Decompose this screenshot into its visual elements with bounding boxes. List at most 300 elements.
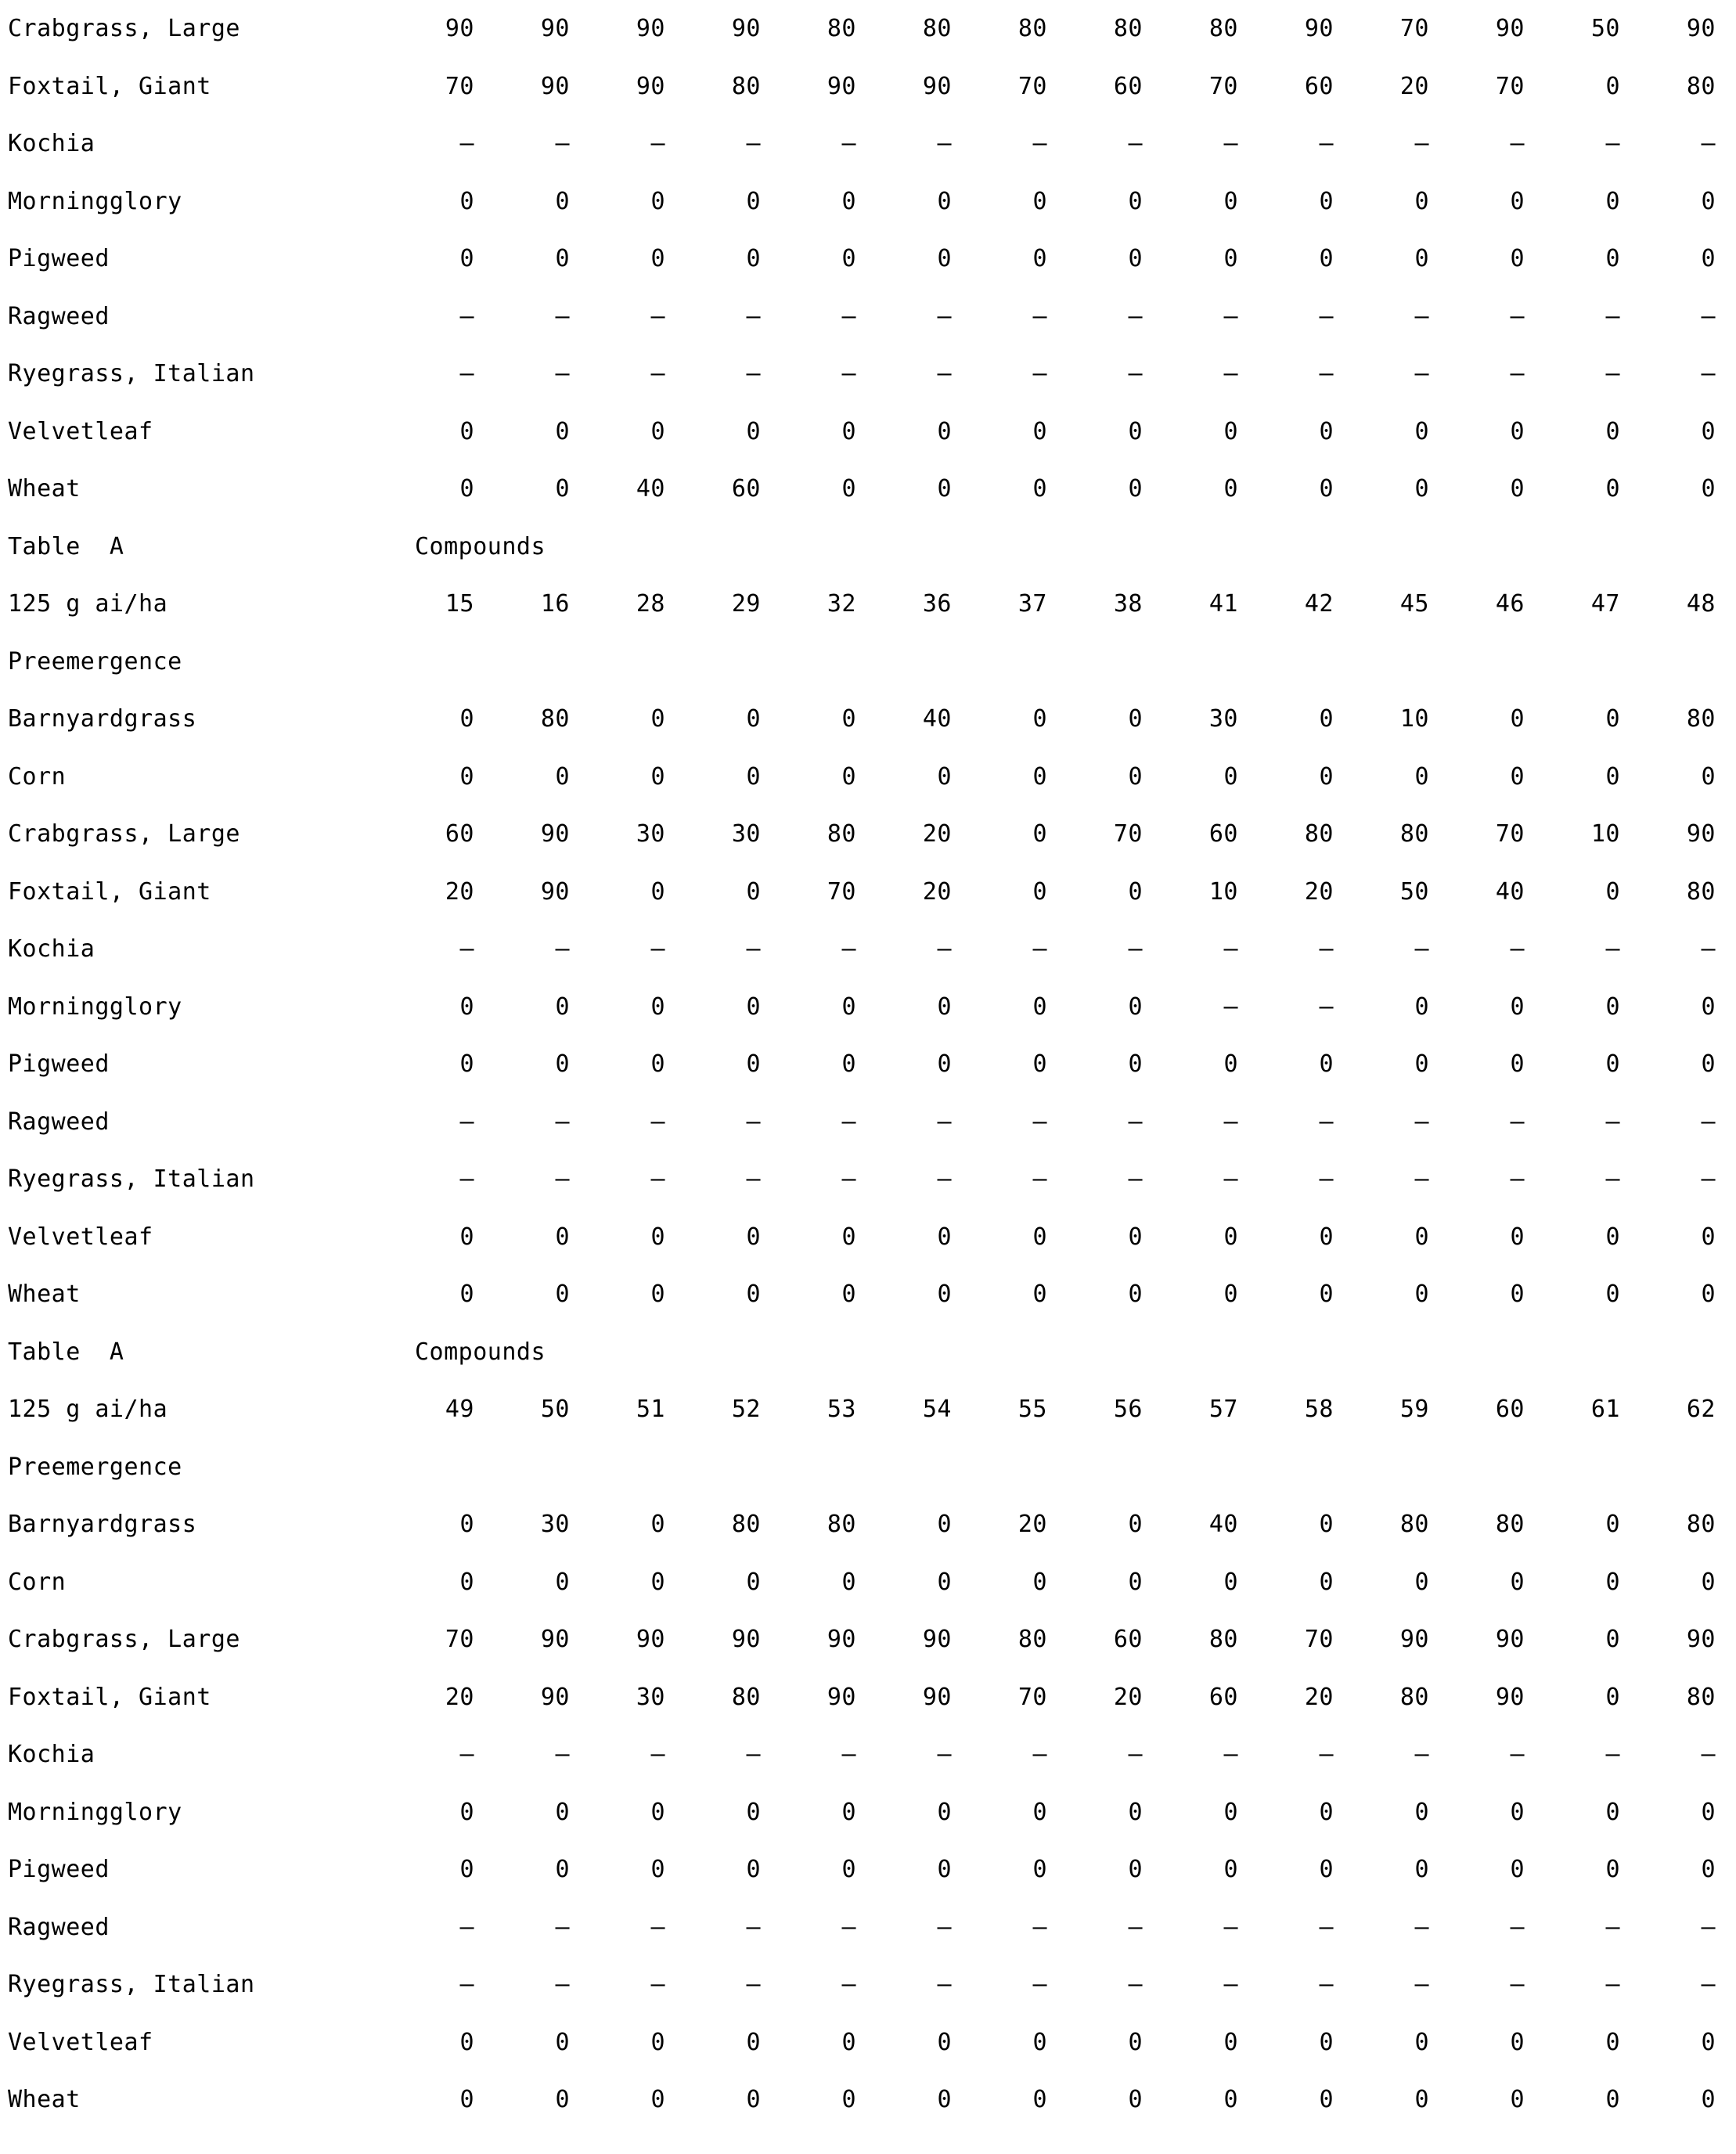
timing-spacer [1545, 1439, 1641, 1497]
cell-value: – [1414, 360, 1429, 387]
cell-value: 0 [1319, 705, 1334, 733]
cell-value: – [746, 1108, 761, 1136]
cell-value: 90 [540, 820, 570, 848]
timing-spacer [1259, 1439, 1354, 1497]
cell-value: 90 [445, 15, 474, 42]
cell-value: 0 [746, 1281, 761, 1308]
table-row [0, 1496, 1736, 1554]
cell-value: – [1319, 992, 1334, 1021]
compound-number-48: 48 [1686, 590, 1716, 618]
cell-value: 0 [1223, 245, 1238, 272]
compound-number-49: 49 [445, 1396, 474, 1423]
cell-value: 0 [746, 762, 761, 791]
compounds-heading-label: Compounds [415, 532, 546, 560]
cell-value: – [1319, 1108, 1334, 1136]
cell-value: 0 [1128, 245, 1143, 272]
cell-value: – [746, 130, 761, 157]
cell-value: 0 [1701, 1798, 1716, 1826]
compound-number-51: 51 [636, 1396, 665, 1423]
table-row [0, 2014, 1736, 2072]
cell-value: – [650, 1913, 665, 1941]
species-label: Ragweed [8, 1108, 110, 1136]
cell-value: 0 [1223, 2086, 1238, 2113]
cell-value: 90 [1304, 15, 1334, 42]
cell-value: 80 [731, 72, 761, 100]
cell-value: 0 [1605, 72, 1620, 100]
cell-value: 0 [746, 187, 761, 215]
cell-value: 0 [1223, 1568, 1238, 1596]
cell-value: 0 [937, 2028, 952, 2056]
timing-spacer [1259, 633, 1354, 691]
cell-value: 0 [1510, 1798, 1525, 1826]
species-label: Ragweed [8, 1913, 110, 1941]
compound-number-50: 50 [540, 1396, 570, 1423]
cell-value: 70 [445, 72, 474, 100]
cell-value: – [1414, 1971, 1429, 1998]
cell-value: – [1319, 1971, 1334, 1998]
cell-value: 0 [650, 1798, 665, 1826]
cell-value: – [459, 302, 474, 330]
cell-value: 0 [555, 417, 570, 445]
cell-value: 0 [1223, 1856, 1238, 1883]
cell-value: – [1510, 1971, 1525, 1998]
table-row [0, 1151, 1736, 1208]
cell-value: 0 [555, 1568, 570, 1596]
rate-label: 125 g ai/ha [8, 1396, 168, 1423]
species-label: Barnyardgrass [8, 705, 197, 733]
cell-value: – [1414, 935, 1429, 963]
compound-number-61: 61 [1590, 1396, 1620, 1423]
species-label: Velvetleaf [8, 417, 153, 445]
cell-value: 0 [1414, 245, 1429, 272]
timing-spacer [1068, 1439, 1163, 1497]
species-label: Foxtail, Giant [8, 72, 211, 100]
compound-number-42: 42 [1304, 590, 1334, 618]
cell-value: – [1414, 302, 1429, 330]
cell-value: 0 [1223, 1223, 1238, 1251]
cell-value: – [1128, 1165, 1143, 1193]
timing-spacer [495, 633, 590, 691]
cell-value: – [1510, 1165, 1525, 1193]
cell-value: 0 [937, 245, 952, 272]
cell-value: – [1414, 1741, 1429, 1768]
cell-value: 0 [1605, 877, 1620, 906]
cell-value: 0 [1128, 1223, 1143, 1251]
cell-value: 80 [1686, 1511, 1716, 1538]
cell-value: 20 [922, 877, 952, 906]
cell-value: 0 [1128, 2028, 1143, 2056]
cell-value: 80 [1399, 1683, 1429, 1711]
table-row [0, 1956, 1736, 2014]
cell-value: – [746, 1741, 761, 1768]
cell-value: – [1223, 935, 1238, 963]
cell-value: – [937, 130, 952, 157]
cell-value: – [1319, 1913, 1334, 1941]
cell-value: 90 [1399, 1626, 1429, 1653]
cell-value: 0 [1701, 475, 1716, 502]
cell-value: 0 [1128, 762, 1143, 791]
cell-value: 70 [1304, 1626, 1334, 1653]
cell-value: 0 [555, 245, 570, 272]
cell-value: 0 [1414, 1281, 1429, 1308]
cell-value: 0 [1701, 1568, 1716, 1596]
cell-value: – [459, 1971, 474, 1998]
cell-value: 0 [1510, 187, 1525, 215]
cell-value: 0 [1128, 705, 1143, 733]
cell-value: 0 [1032, 187, 1047, 215]
cell-value: 0 [1032, 1798, 1047, 1826]
species-label: Wheat [8, 1281, 81, 1308]
cell-value: 0 [1605, 1798, 1620, 1826]
cell-value: 0 [1414, 1798, 1429, 1826]
table-row [0, 403, 1736, 461]
species-label: Ragweed [8, 302, 110, 330]
cell-value: – [1605, 1165, 1620, 1193]
table-row [0, 1611, 1736, 1669]
cell-value: – [1701, 302, 1716, 330]
table-heading-row [0, 1324, 1736, 1381]
cell-value: 20 [445, 877, 474, 906]
cell-value: 0 [1319, 1281, 1334, 1308]
cell-value: 60 [731, 475, 761, 502]
table-heading-label: Table A [8, 1338, 124, 1366]
cell-value: 0 [841, 2086, 856, 2113]
cell-value: – [555, 1108, 570, 1136]
cell-value: 0 [1414, 1568, 1429, 1596]
cell-value: – [841, 360, 856, 387]
cell-value: 0 [1128, 1511, 1143, 1538]
cell-value: 0 [746, 877, 761, 906]
cell-value: – [555, 360, 570, 387]
species-label: Ryegrass, Italian [8, 360, 255, 387]
cell-value: 60 [1113, 1626, 1143, 1653]
cell-value: 0 [1319, 187, 1334, 215]
cell-value: 30 [731, 820, 761, 848]
cell-value: 0 [1319, 475, 1334, 502]
cell-value: 0 [1319, 762, 1334, 791]
cell-value: – [1510, 360, 1525, 387]
table-row [0, 1554, 1736, 1612]
cell-value: – [1319, 130, 1334, 157]
cell-value: 0 [1128, 992, 1143, 1021]
cell-value: – [650, 1108, 665, 1136]
cell-value: 0 [459, 762, 474, 791]
cell-value: – [1510, 1913, 1525, 1941]
cell-value: – [1701, 130, 1716, 157]
species-label: Morningglory [8, 1798, 182, 1826]
cell-value: 0 [459, 2086, 474, 2113]
cell-value: 60 [1304, 72, 1334, 100]
table-row [0, 978, 1736, 1036]
cell-value: 90 [922, 1683, 952, 1711]
compound-number-55: 55 [1017, 1396, 1047, 1423]
cell-value: – [1701, 1741, 1716, 1768]
cell-value: 0 [1510, 705, 1525, 733]
cell-value: 0 [1701, 1281, 1716, 1308]
cell-value: 0 [1605, 1856, 1620, 1883]
cell-value: 0 [1510, 1281, 1525, 1308]
table-row [0, 115, 1736, 173]
cell-value: 0 [1510, 2028, 1525, 2056]
cell-value: – [1510, 935, 1525, 963]
cell-value: 0 [937, 1511, 952, 1538]
cell-value: 0 [841, 1798, 856, 1826]
timing-spacer [877, 633, 972, 691]
cell-value: 90 [1686, 15, 1716, 42]
cell-value: 0 [459, 417, 474, 445]
cell-value: 0 [1032, 1856, 1047, 1883]
table-row [0, 230, 1736, 288]
cell-value: 0 [459, 992, 474, 1021]
cell-value: – [555, 302, 570, 330]
cell-value: 0 [1701, 1050, 1716, 1078]
table-row [0, 1093, 1736, 1151]
cell-value: – [841, 1165, 856, 1193]
cell-value: – [1223, 360, 1238, 387]
species-label: Pigweed [8, 245, 110, 272]
cell-value: 0 [1319, 1511, 1334, 1538]
species-label: Kochia [8, 935, 95, 963]
cell-value: – [1223, 130, 1238, 157]
cell-value: 0 [1319, 417, 1334, 445]
cell-value: – [1319, 302, 1334, 330]
cell-value: – [650, 1165, 665, 1193]
cell-value: 0 [1319, 1050, 1334, 1078]
cell-value: 0 [841, 1856, 856, 1883]
species-label: Pigweed [8, 1856, 110, 1883]
cell-value: 0 [937, 1568, 952, 1596]
rate-label: 125 g ai/ha [8, 590, 168, 618]
cell-value: – [1223, 1741, 1238, 1768]
cell-value: 80 [1495, 1511, 1525, 1538]
cell-value: 0 [746, 1568, 761, 1596]
timing-spacer [1545, 633, 1641, 691]
cell-value: 0 [841, 1568, 856, 1596]
cell-value: – [459, 360, 474, 387]
cell-value: – [1319, 360, 1334, 387]
timing-spacer [1641, 633, 1736, 691]
species-label: Velvetleaf [8, 2028, 153, 2056]
cell-value: – [841, 302, 856, 330]
cell-value: 40 [636, 475, 665, 502]
cell-value: – [555, 1741, 570, 1768]
cell-value: 20 [1113, 1683, 1143, 1711]
cell-value: 0 [1414, 2086, 1429, 2113]
cell-value: 0 [746, 1050, 761, 1078]
cell-value: 0 [1128, 1568, 1143, 1596]
table-row [0, 460, 1736, 518]
cell-value: 80 [1686, 705, 1716, 733]
cell-value: – [1128, 360, 1143, 387]
cell-value: 0 [650, 1511, 665, 1538]
cell-value: – [1032, 1741, 1047, 1768]
table-row [0, 748, 1736, 806]
timing-spacer [495, 1439, 590, 1497]
cell-value: 20 [1304, 877, 1334, 906]
cell-value: – [1223, 992, 1238, 1021]
cell-value: 0 [746, 705, 761, 733]
cell-value: – [1128, 1108, 1143, 1136]
cell-value: 0 [1319, 2028, 1334, 2056]
cell-value: 0 [459, 1568, 474, 1596]
cell-value: 0 [1128, 187, 1143, 215]
cell-value: 0 [1319, 2086, 1334, 2113]
table-row [0, 690, 1736, 748]
cell-value: 80 [1208, 1626, 1238, 1653]
cell-value: 0 [459, 1223, 474, 1251]
cell-value: 80 [827, 15, 856, 42]
cell-value: 0 [1510, 245, 1525, 272]
cell-value: 70 [1208, 72, 1238, 100]
species-label: Foxtail, Giant [8, 1683, 211, 1711]
cell-value: 0 [555, 2086, 570, 2113]
cell-value: 60 [1208, 1683, 1238, 1711]
cell-value: 30 [540, 1511, 570, 1538]
compound-number-38: 38 [1113, 590, 1143, 618]
cell-value: 90 [731, 15, 761, 42]
cell-value: – [841, 1108, 856, 1136]
cell-value: 40 [1208, 1511, 1238, 1538]
cell-value: 0 [937, 417, 952, 445]
cell-value: – [1223, 302, 1238, 330]
cell-value: 0 [1510, 762, 1525, 791]
table-row [0, 863, 1736, 921]
cell-value: 50 [1399, 877, 1429, 906]
timing-label: Preemergence [8, 1453, 182, 1481]
cell-value: 0 [459, 475, 474, 502]
species-label: Ryegrass, Italian [8, 1971, 255, 1998]
cell-value: 70 [1017, 1683, 1047, 1711]
cell-value: – [937, 1971, 952, 1998]
table-row [0, 1726, 1736, 1784]
cell-value: 0 [555, 1856, 570, 1883]
cell-value: – [1510, 302, 1525, 330]
cell-value: 0 [459, 2028, 474, 2056]
compound-number-45: 45 [1399, 590, 1429, 618]
cell-value: 0 [1032, 417, 1047, 445]
cell-value: – [650, 935, 665, 963]
cell-value: 0 [1032, 1050, 1047, 1078]
cell-value: 0 [937, 1050, 952, 1078]
cell-value: – [555, 1913, 570, 1941]
cell-value: – [1701, 1108, 1716, 1136]
cell-value: 30 [636, 1683, 665, 1711]
timing-spacer [781, 633, 877, 691]
cell-value: 0 [746, 992, 761, 1021]
species-label: Kochia [8, 1741, 95, 1768]
species-label: Wheat [8, 2086, 81, 2113]
cell-value: 0 [937, 1856, 952, 1883]
cell-value: 0 [937, 187, 952, 215]
cell-value: – [937, 302, 952, 330]
cell-value: – [1605, 360, 1620, 387]
compound-numbers-row [0, 1381, 1736, 1439]
cell-value: 0 [937, 1798, 952, 1826]
cell-value: – [555, 1165, 570, 1193]
cell-value: – [746, 1913, 761, 1941]
cell-value: 0 [1701, 2028, 1716, 2056]
cell-value: 0 [841, 245, 856, 272]
cell-value: 0 [746, 1856, 761, 1883]
cell-value: 0 [1510, 1050, 1525, 1078]
cell-value: 0 [1223, 2028, 1238, 2056]
compound-number-53: 53 [827, 1396, 856, 1423]
species-label: Kochia [8, 130, 95, 157]
compound-number-28: 28 [636, 590, 665, 618]
cell-value: – [650, 302, 665, 330]
cell-value: 20 [1017, 1511, 1047, 1538]
cell-value: 0 [650, 992, 665, 1021]
compounds-heading-label: Compounds [415, 1338, 546, 1366]
compound-number-46: 46 [1495, 590, 1525, 618]
cell-value: 80 [1686, 877, 1716, 906]
cell-value: – [459, 935, 474, 963]
cell-value: – [1701, 1971, 1716, 1998]
cell-value: 90 [827, 1626, 856, 1653]
cell-value: 0 [1605, 1050, 1620, 1078]
cell-value: 0 [1319, 1568, 1334, 1596]
compound-number-29: 29 [731, 590, 761, 618]
cell-value: 0 [937, 475, 952, 502]
cell-value: – [1128, 1741, 1143, 1768]
cell-value: – [650, 130, 665, 157]
cell-value: 0 [1605, 992, 1620, 1021]
cell-value: 60 [1113, 72, 1143, 100]
cell-value: 0 [1701, 762, 1716, 791]
cell-value: – [459, 1165, 474, 1193]
cell-value: 0 [841, 992, 856, 1021]
cell-value: – [1701, 360, 1716, 387]
cell-value: – [1032, 935, 1047, 963]
compound-number-54: 54 [922, 1396, 952, 1423]
cell-value: – [1605, 302, 1620, 330]
cell-value: 0 [1032, 475, 1047, 502]
species-label: Crabgrass, Large [8, 820, 240, 848]
cell-value: – [1414, 1913, 1429, 1941]
cell-value: – [1032, 1913, 1047, 1941]
table-row [0, 920, 1736, 978]
species-label: Crabgrass, Large [8, 1626, 240, 1653]
timing-spacer [686, 633, 781, 691]
timing-spacer [686, 1439, 781, 1497]
cell-value: 80 [1686, 1683, 1716, 1711]
cell-value: 80 [922, 15, 952, 42]
cell-value: – [746, 935, 761, 963]
cell-value: 0 [1605, 1281, 1620, 1308]
cell-value: 0 [1414, 1856, 1429, 1883]
cell-value: 0 [555, 992, 570, 1021]
timing-spacer [781, 1439, 877, 1497]
cell-value: 0 [1032, 992, 1047, 1021]
cell-value: 0 [1032, 762, 1047, 791]
cell-value: 0 [650, 245, 665, 272]
cell-value: 0 [1414, 417, 1429, 445]
timing-spacer [399, 633, 495, 691]
cell-value: 0 [459, 705, 474, 733]
cell-value: 0 [650, 705, 665, 733]
cell-value: 10 [1208, 877, 1238, 906]
table-row [0, 1841, 1736, 1899]
cell-value: 0 [1605, 1568, 1620, 1596]
cell-value: 0 [841, 762, 856, 791]
timing-spacer [590, 1439, 686, 1497]
cell-value: 0 [1605, 2086, 1620, 2113]
timing-spacer [590, 633, 686, 691]
cell-value: 0 [1223, 187, 1238, 215]
species-label: Morningglory [8, 992, 182, 1021]
cell-value: 0 [1605, 1511, 1620, 1538]
compound-number-36: 36 [922, 590, 952, 618]
